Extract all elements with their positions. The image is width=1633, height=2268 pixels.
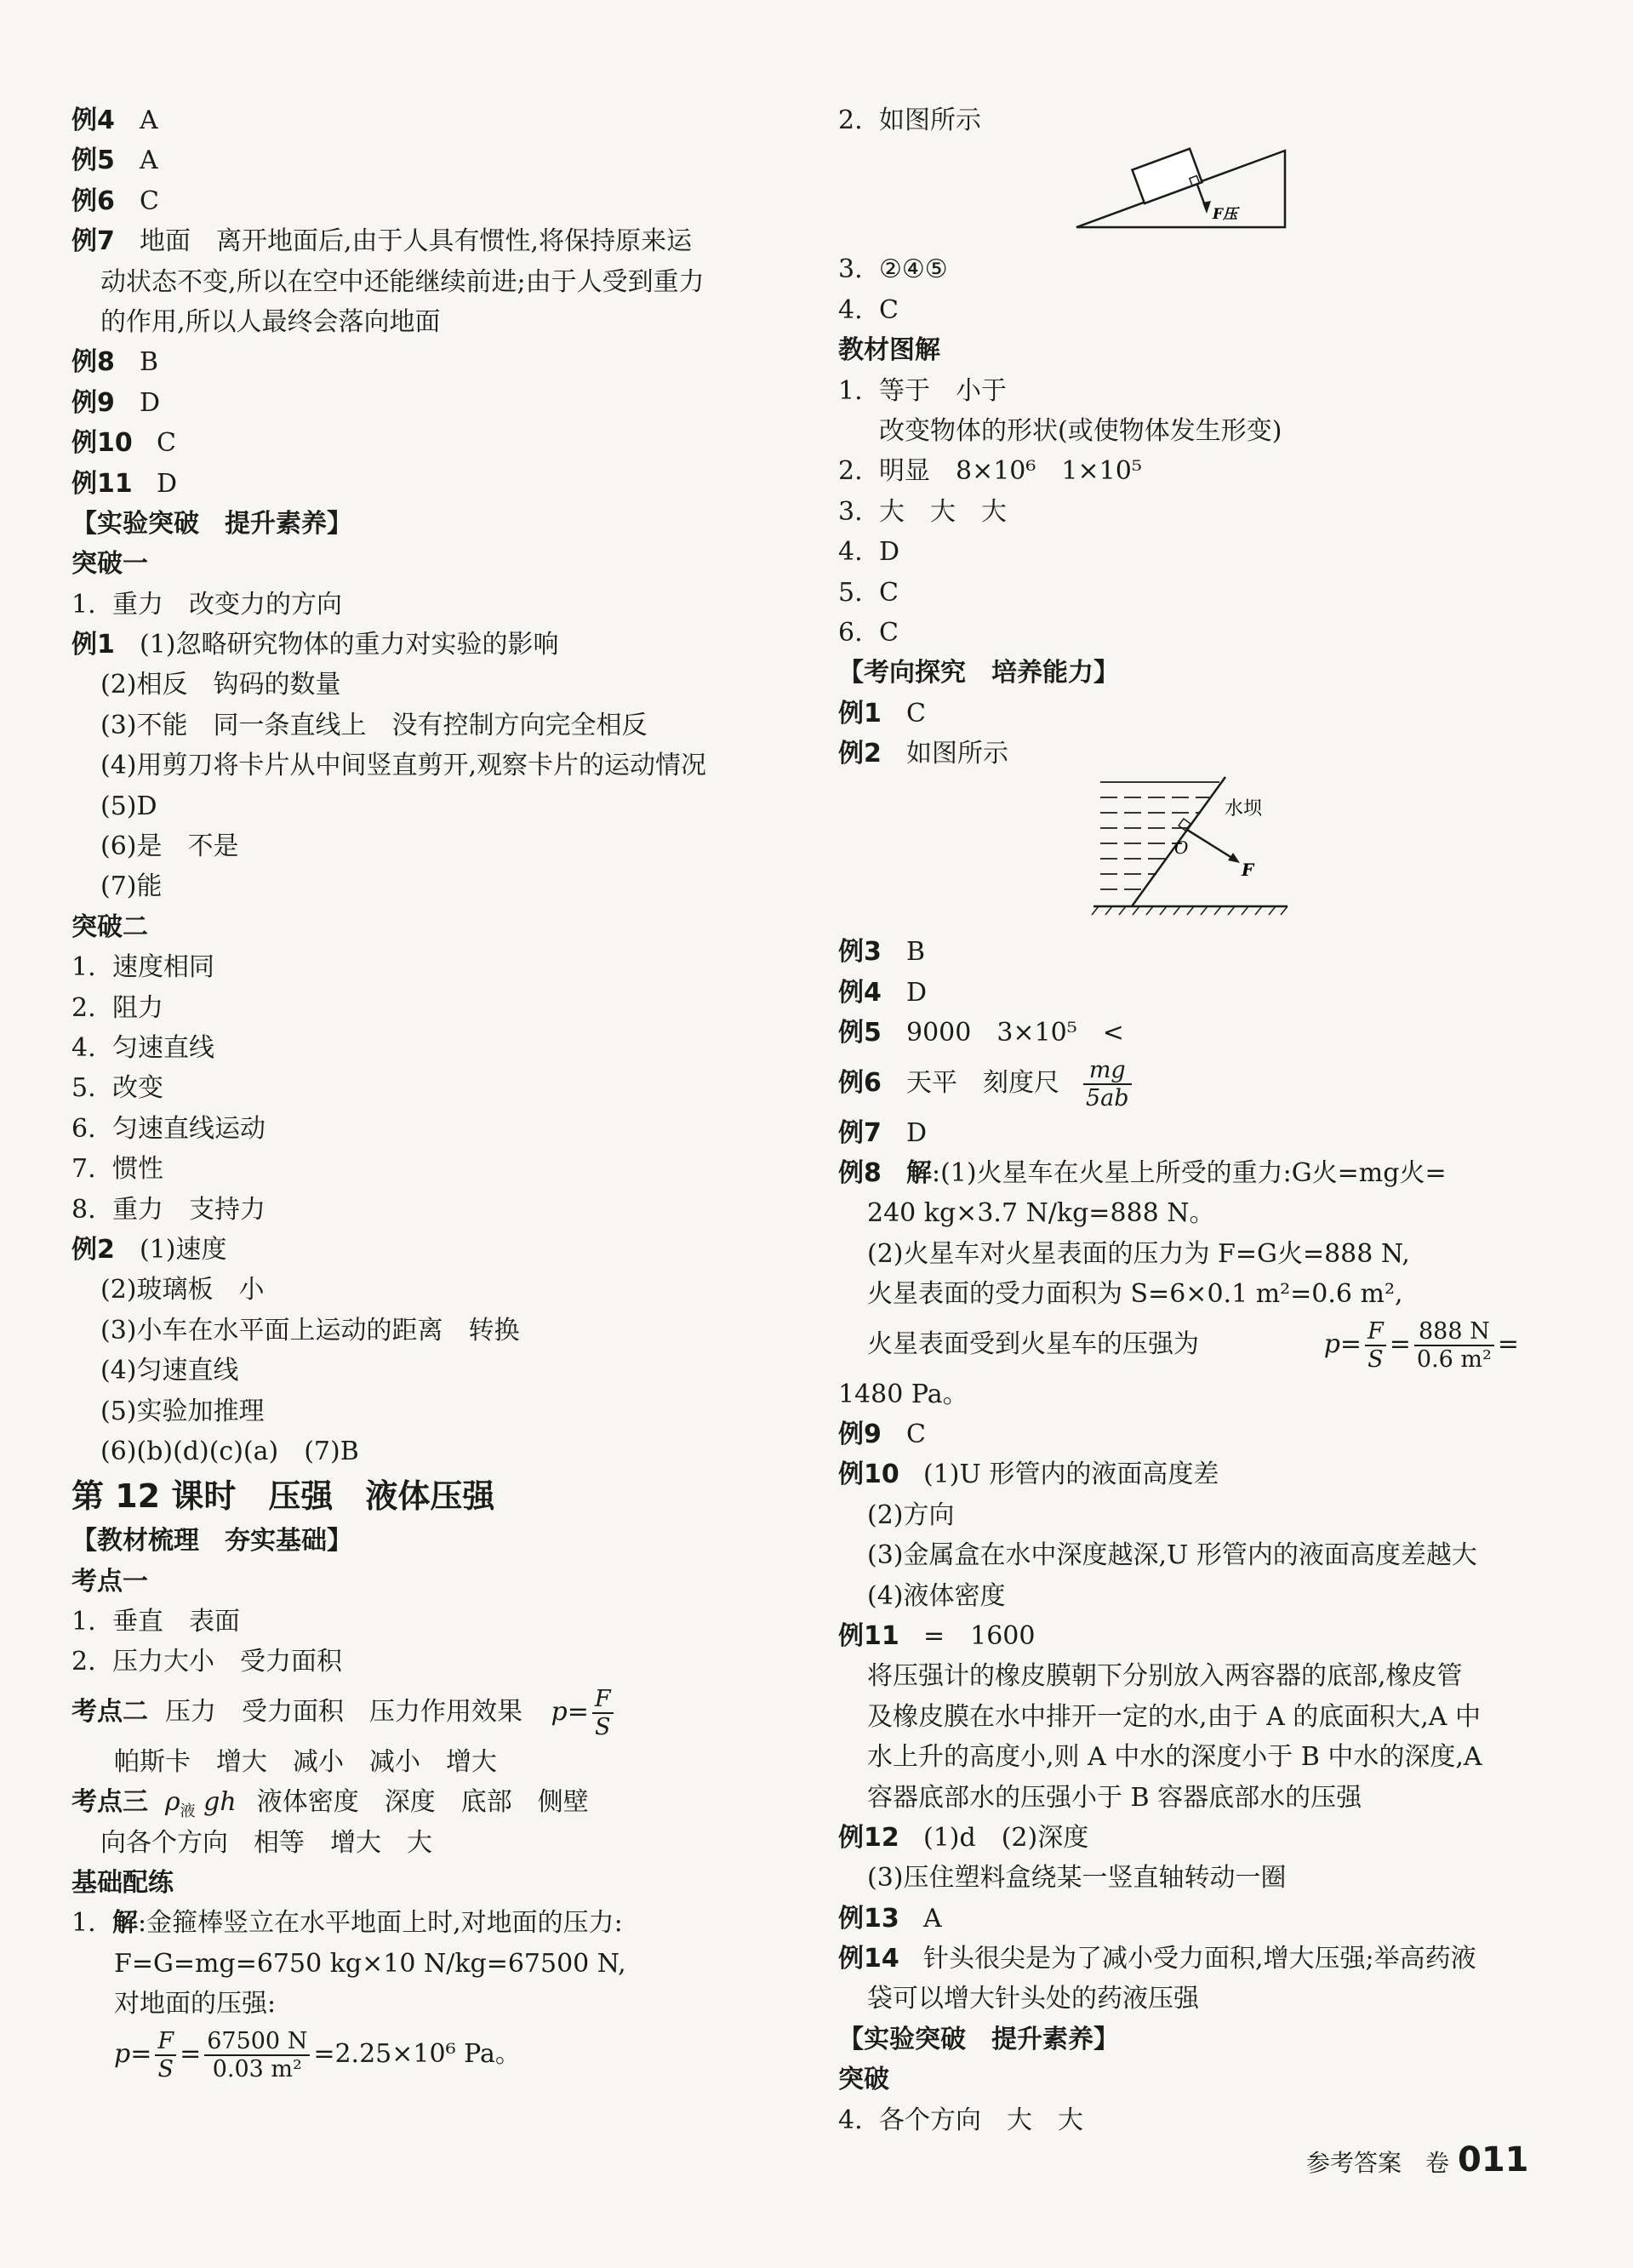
key-point-3-line2: 向各个方向 相等 增大 大 — [100, 1827, 432, 1858]
list-item: 5. 改变 — [71, 1073, 163, 1104]
list-item: 2. 压力大小 受力面积 — [71, 1647, 342, 1677]
example-11-line5: 容器底部水的压强小于 B 容器底部水的压强 — [867, 1782, 1362, 1813]
list-item: 2. 阻力 — [71, 992, 163, 1023]
example-8-line3: (2)火星车对火星表面的压力为 F=G火=888 N, — [867, 1238, 1410, 1269]
section-heading-experiment-2: 【实验突破 提升素养】 — [838, 2024, 1119, 2054]
explore-example-3: 例3 B — [838, 937, 926, 968]
basic-practice-1-formula: p= $\frac{F}{S}$ = $\frac{67500 N}{\text{0.03 m²}}$ =2.25×10⁶ Pa。 — [114, 2027, 521, 2082]
force-f-label: F — [1242, 860, 1254, 881]
example-10: 例10 C — [71, 428, 176, 459]
list-item: (5)D — [100, 791, 157, 821]
page-footer — [1306, 2140, 1529, 2179]
example-4: 例4 A — [71, 106, 158, 135]
example-11-line4: 水上升的高度小,则 A 中水的深度小于 B 中水的深度,A — [867, 1742, 1482, 1773]
arrow-head — [1202, 201, 1211, 214]
example-11: 例11 D — [71, 468, 178, 499]
example-8-line4: 火星表面的受力面积为 S=6×0.1 m²=0.6 m², — [867, 1279, 1403, 1310]
list-item: (4)用剪刀将卡片从中间竖直剪开,观察卡片的运动情况 — [100, 751, 707, 781]
list-item: (6)(b)(d)(c)(a) (7)B — [100, 1436, 359, 1466]
basic-practice-heading: 基础配练 — [71, 1868, 174, 1899]
explore-example-9: 例9 C — [838, 1419, 926, 1449]
list-item: (4)匀速直线 — [100, 1356, 239, 1386]
explore-example-7: 例7 D — [838, 1117, 928, 1148]
list-item: 1. 等于 小于 — [838, 375, 1007, 406]
list-item: (7)能 — [100, 871, 163, 902]
list-item: 3. 大 大 大 — [838, 496, 1007, 527]
explore-example-6: 例6 天平 刻度尺 $\frac{mg}{5ab}$ — [838, 1054, 1519, 1113]
breakthrough-1-item-1: 1. 重力 改变力的方向 — [71, 589, 342, 620]
list-item: 5. C — [838, 577, 899, 608]
breakthrough-2-heading: 突破二 — [71, 911, 148, 942]
breakthrough-1-example-1: 例1 (1)忽略研究物体的重力对实验的影响 — [71, 630, 559, 660]
basic-practice-1-line2: F=G=mg=6750 kg×10 N/kg=67500 N, — [114, 1948, 626, 1979]
example-9: 例9 D — [71, 387, 161, 418]
example-7: 例7 地面 离开地面后,由于人具有惯性,将保持原来运 — [71, 226, 693, 257]
force-arrow — [1187, 830, 1235, 860]
ground-hatch — [1092, 906, 1288, 915]
section-heading-experiment: 【实验突破 提升素养】 — [71, 508, 352, 539]
point-o-label: O — [1174, 837, 1189, 859]
pressure-formula: $\frac{F}{S}$ — [592, 1686, 614, 1740]
list-item: (3)金属盒在水中深度越深,U 形管内的液面高度差越大 — [867, 1540, 1477, 1571]
list-item: (2)方向 — [867, 1500, 955, 1530]
list-item: (2)相反 钩码的数量 — [100, 670, 341, 700]
list-item: (5)实验加推理 — [100, 1396, 265, 1426]
list-item: 2. 明显 8×10⁶ 1×10⁵ — [838, 456, 1142, 487]
breakthrough-heading: 突破 — [838, 2065, 889, 2095]
explore-example-5: 例5 9000 3×10⁵ < — [838, 1018, 1124, 1048]
list-item: (3)不能 同一条直线上 没有控制方向完全相反 — [100, 710, 648, 740]
dam-diagram — [838, 774, 1519, 932]
example-6: 例6 C — [71, 186, 159, 216]
lesson-title: 第 12 课时 压强 液体压强 — [71, 1477, 495, 1516]
right-column — [838, 100, 1519, 2140]
example-14-line2: 袋可以增大针头处的药液压强 — [867, 1984, 1199, 2014]
explore-example-8: 例8 解:(1)火星车在火星上所受的重力:G火=mg火= — [838, 1158, 1447, 1189]
key-point-2: 考点二 压力 受力面积 压力作用效果 p= $\frac{F}{S}$ — [71, 1682, 803, 1742]
example-11-line3: 及橡皮膜在水中排开一定的水,由于 A 的底面积大,A 中 — [867, 1701, 1482, 1732]
list-item: 1. 速度相同 — [71, 952, 214, 983]
footer-label: 参考答案 卷 — [1306, 2149, 1450, 2177]
list-item: 6. C — [838, 617, 899, 648]
example-12-line2: (3)压住塑料盒绕某一竖直轴转动一圈 — [867, 1863, 1287, 1894]
list-item: 4. 各个方向 大 大 — [838, 2105, 1083, 2135]
list-item-continued: 改变物体的形状(或使物体发生形变) — [879, 415, 1282, 446]
list-item: (2)玻璃板 小 — [100, 1275, 265, 1305]
key-point-3: 考点三 $\rho_液$ gh 液体密度 深度 底部 侧壁 — [71, 1787, 589, 1821]
example-8-line2: 240 kg×3.7 N/kg=888 N。 — [867, 1198, 1215, 1229]
list-item: 8. 重力 支持力 — [71, 1194, 266, 1225]
example-7-line3: 的作用,所以人最终会落向地面 — [100, 306, 441, 337]
example-11-line2: 将压强计的橡皮膜朝下分别放入两容器的底部,橡皮管 — [867, 1661, 1463, 1692]
list-item: 4. D — [838, 537, 900, 568]
explore-example-10: 例10 (1)U 形管内的液面高度差 — [838, 1460, 1219, 1490]
incline-diagram — [838, 140, 1519, 249]
explore-example-12: 例12 (1)d (2)深度 — [838, 1822, 1089, 1853]
explore-example-11: 例11 = 1600 — [838, 1620, 1036, 1651]
list-item: 4. 匀速直线 — [71, 1032, 214, 1063]
example-7-line2: 动状态不变,所以在空中还能继续前进;由于人受到重力 — [100, 266, 705, 297]
breakthrough-2-example-2: 例2 (1)速度 — [71, 1234, 227, 1265]
key-point-2-line2: 帕斯卡 增大 减小 减小 增大 — [114, 1746, 497, 1777]
example-8-line6: 1480 Pa。 — [838, 1379, 968, 1409]
textbook-figure-heading: 教材图解 — [838, 335, 940, 366]
list-item: (3)小车在水平面上运动的距离 转换 — [100, 1315, 520, 1345]
explore-example-13: 例13 A — [838, 1903, 942, 1934]
example-5: 例5 A — [71, 146, 158, 176]
list-item: (4)液体密度 — [867, 1580, 1006, 1611]
list-item: (6)是 不是 — [100, 831, 239, 862]
key-point-1-heading: 考点一 — [71, 1566, 148, 1597]
list-item: 2. 如图所示 — [838, 106, 981, 135]
dam-label: 水坝 — [1225, 798, 1263, 820]
section-heading-explore: 【考向探究 培养能力】 — [838, 658, 1119, 688]
basic-practice-1-line3: 对地面的压强: — [114, 1989, 277, 2019]
left-column — [71, 100, 803, 2084]
explore-example-4: 例4 D — [838, 977, 928, 1008]
page-number: 011 — [1458, 2140, 1529, 2179]
water-dashes — [1100, 782, 1219, 889]
breakthrough-1-heading: 突破一 — [71, 549, 148, 580]
example-8-line5: 火星表面受到火星车的压强为 p= $\frac{F}{S}$ = $\frac{888 N}{\text{0.6 m²}}$ = — [867, 1317, 1519, 1373]
list-item: 7. 惯性 — [71, 1154, 163, 1185]
list-item: 1. 垂直 表面 — [71, 1607, 240, 1637]
example-8: 例8 B — [71, 347, 159, 378]
list-item: 3. ②④⑤ — [838, 254, 948, 285]
basic-practice-1: 1. 解:金箍棒竖立在水平地面上时,对地面的压力: — [71, 1908, 623, 1939]
section-heading-basics: 【教材梳理 夯实基础】 — [71, 1526, 352, 1557]
explore-example-1: 例1 C — [838, 698, 926, 728]
list-item: 4. C — [838, 294, 899, 325]
list-item: 6. 匀速直线运动 — [71, 1113, 266, 1144]
force-label: F压 — [1213, 206, 1238, 224]
explore-example-2: 例2 如图所示 — [838, 739, 1008, 769]
block — [1132, 149, 1202, 203]
arrow-head — [1228, 853, 1240, 863]
density-formula: $\frac{mg}{5ab}$ — [1083, 1057, 1132, 1111]
explore-example-14: 例14 针头很尖是为了减小受力面积,增大压强;举高药液 — [838, 1944, 1476, 1974]
